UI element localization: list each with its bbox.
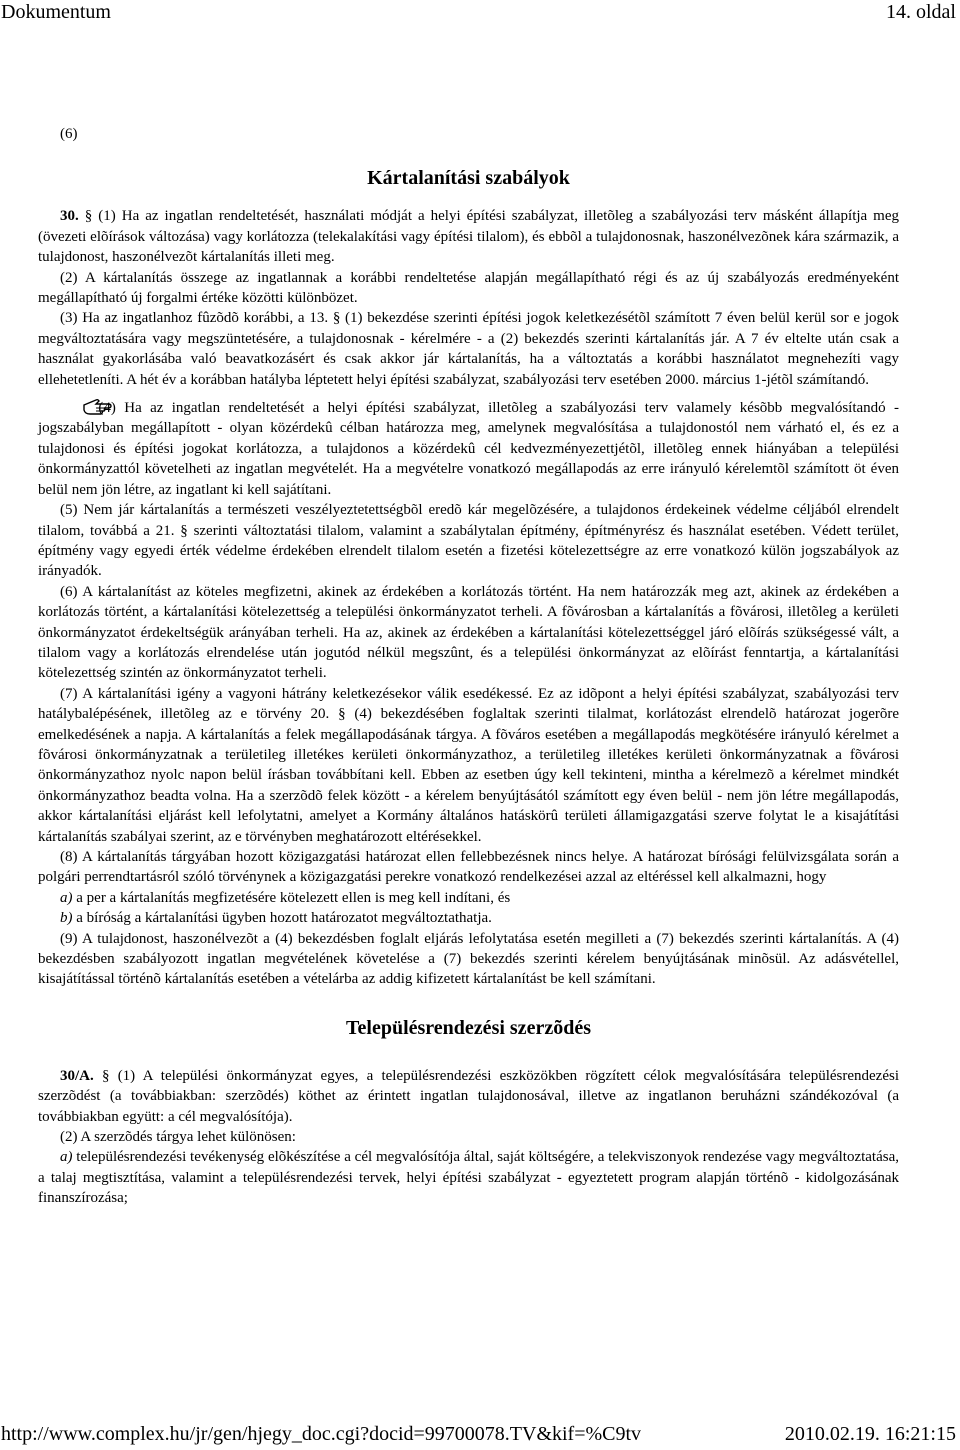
document-body	[38, 124, 899, 1209]
paragraph-4	[38, 396, 899, 500]
paragraph-6: (6) A kártalanítást az köteles megfizetni, akinek az érdekében a korlátozás történt. Ha nem határozzák meg azt, akinek az érdekében a korlátozás történt, a kártalanítási kötelezettség a települési önkormányzatot terheli. A fõvárosban a kártalanítás a fõvárosi, illetõleg a kerületi önkormányzatot érdekeltségük arányában terheli. Ha az, akinek az érdekében a kártalanítási kötelezettséggel járó elõírás szükségessé vált, a tilalom vagy a korlátozás elrendelése után jogutód nélkül megszûnt, és a települési önkormányzat az elõírást fenntartja, a kártalanítási kötelezettség szintén az önkormányzatot terheli.	[38, 583, 899, 682]
paragraph-7: (7) A kártalanítási igény a vagyoni hátrány keletkezésekor válik esedékessé. Ez az idõpont a helyi építési szabályzat, szabályozási terv hatálybalépésének, illetõleg az e törvény 20. § (4) bekezdésében foglaltak szerinti tilalmat, korlátozást elrendelõ határozat jogerõre emelkedésének a napja. A kártalanítás a felek megállapodásának tárgya. A fõváros esetében a megállapodás megkötésére irányuló kérelmet a fõvárosi önkormányzatnak a területileg illetékes kerületi önkormányzathoz, a területileg illetékes kerületi önkormányzatnak a fõvárosi önkormányzathoz nyolc napon belül írásban továbbítani kell. Ebben az esetben úgy kell tekinteni, mintha a kérelmezõ a kérelmet mindkét önkormányzathoz beadta volna. Ha a szerzõdõ felek között - a kérelem benyújtásától számított egy éven belül - nem jön létre megállapodás, akkor kártalanítási eljárást kell lefolytatni, amelyet a Kormány általános hatáskörû területi államigazgatási szerve folytat le a kisajátítási kártalanítás szabályai szerint, az e törvényben meghatározott eltérésekkel.	[38, 685, 899, 845]
section-number-30a: 30/A.	[60, 1067, 94, 1084]
section-30a-item-a-text: településrendezési tevékenység elõkészítése a cél megvalósítója által, saját költségére, a telekviszonyok rendezése vagy megváltoztatása, a talaj megtisztítása, valamint a településrendezési tervek, helyi építési szabályzat - egyeztetett program alapján történõ - kidolgozásának finanszírozása;	[38, 1149, 899, 1207]
footer-url[interactable]: http://www.complex.hu/jr/gen/hjegy_doc.cgi?docid=99700078.TV&kif=%C9tv	[1, 1423, 642, 1445]
paragraph-3: (3) Ha az ingatlanhoz fûzõdõ korábbi, a 13. § (1) bekezdése szerinti építési jogok keletkezésétõl számított 7 éven belül kerül sor e jogok megváltoztatására vagy megszüntetésére, a tulajdonosnak - kérelmére - a (2) bekezdés szerinti kártalanítás jár. A 7 év eltelte után csak a használat gyakorlásába való beavatkozásért és csak akkor jár kártalanítás, ha a változtatás a korábbi használatot megnehezíti vagy ellehetetleníti. A hét év a korábban hatályba léptetett helyi építési szabályzat, szabályozási terv esetében 2000. március 1-jétõl számítandó.	[38, 310, 899, 388]
section-30a-paragraph-1-text: (1) A települési önkormányzat egyes, a településrendezési eszközökben rögzített célok megvalósítására településrendezési szerzõdést (a továbbiakban: szerzõdés) köthet az érintett ingatlan tulajdonosával, illetve az ingatlanon beruházni szándékozóval (a továbbiakban együtt: a cél megvalósítója).	[38, 1067, 900, 1125]
paragraph-8-item-a	[38, 888, 899, 908]
page-header	[0, 0, 960, 26]
footer-timestamp: 2010.02.19. 16:21:15	[784, 1423, 956, 1445]
section-title-contract: Településrendezési szerzõdés	[346, 1016, 591, 1039]
paragraph-9: (9) A tulajdonost, haszonélvezõt a (4) bekezdésben foglalt eljárás lefolytatása esetén megilleti a (7) bekezdés szerinti kártalanítás. A (4) bekezdésben szabályozott ingatlan megvételének követelése a (7) bekezdés szerinti kérelem benyújtásának minõsül. Az adásvétellel, kisajátítással történõ kártalanítás esetében a vételárba az addig kifizetett kártalanítást be kell számítani.	[38, 930, 899, 988]
section-title-compensation: Kártalanítási szabályok	[367, 167, 570, 190]
paragraph-8-item-b	[38, 908, 899, 928]
section-30a-paragraph-2: (2) A szerzõdés tárgya lehet különösen:	[60, 1129, 296, 1146]
section-number: 30.	[60, 208, 79, 225]
header-page-number: 14. oldal	[886, 1, 956, 23]
section-sign: §	[101, 1067, 110, 1084]
header-document-label: Dokumentum	[1, 1, 111, 23]
section-30a-paragraph-1	[38, 1066, 899, 1127]
paragraph-1-text: (1) Ha az ingatlan rendeltetését, használati módját a helyi építési szabályzat, illetõleg a szabályozási terv másként állapítja meg (övezeti elõírások változása) vagy korlátozza (telekalakítási vagy építési tilalom), és ebbõl a tulajdonosnak, haszonélvezõnek kára származik, a tulajdonost, haszonélvezõt kártalanítás illeti meg.	[38, 208, 900, 266]
paragraph-4-text: (4) Ha az ingatlan rendeltetését a helyi építési szabályzat, illetõleg a szabályozási terv valamely késõbb megvalósítandó - jogszabályban megállapított - olyan közérdekû célban határozza meg, amelynek megvalósítása a tulajdonostól nem várható el, és ez a tulajdonosi és építési jogokat korlátozza, a tulajdonos a közérdekû cél kedvezményezettjétõl, illetõleg ennek hiányában a települési önkormányzattól követelheti az ingatlan megvételét. Ha a megvételre vonatkozó megállapodás az erre irányuló kérelemtõl számított öt éven belül nem jön létre, az ingatlant ki kell sajátítani.	[38, 400, 900, 498]
pointing-hand-icon[interactable]	[60, 396, 90, 416]
section-sign: §	[84, 208, 93, 225]
item-b-text: a bíróság a kártalanítási ügyben hozott határozatot megváltoztathatja.	[72, 910, 492, 927]
item-letter-a: a)	[60, 889, 73, 906]
paragraph-2: (2) A kártalanítás összege az ingatlannak a korábbi rendeltetése alapján megállapítható régi és az új szabályozás eredményeként megállapítható új forgalmi értéke közötti különbözet.	[38, 269, 899, 307]
page-footer	[0, 1422, 960, 1448]
paragraph-8: (8) A kártalanítás tárgyában hozott közigazgatási határozat ellen fellebbezésnek nincs helye. A határozat bírósági felülvizsgálata során a polgári perrendtartásról szóló törvénynek a közigazgatási perekre vonatkozó rendelkezései azzal az eltéréssel kell alkalmazni, hogy	[38, 849, 899, 886]
item-a-text: a per a kártalanítás megfizetésére kötelezett ellen is meg kell indítani, és	[72, 889, 511, 906]
item-number: (6)	[60, 126, 78, 142]
paragraph-5: (5) Nem jár kártalanítás a természeti veszélyeztetettségbõl eredõ kár megelõzésére, a tulajdonos érdekeinek védelme céljából elrendelt tilalom, továbbá a 21. § szerinti változtatási tilalom, valamint a szabálytalan építmény, építményrész és használat esetében. Védett terület, építmény vagy egyedi érték védelme érdekében elrendelt tilalom esetén a fizetési kötelezettségre az erre vonatkozó külön jogszabályok az irányadók.	[38, 502, 899, 580]
section-30a-item-a	[38, 1147, 899, 1208]
item-letter-a: a)	[60, 1149, 73, 1166]
item-letter-b: b)	[60, 910, 73, 927]
paragraph-1	[38, 206, 899, 267]
